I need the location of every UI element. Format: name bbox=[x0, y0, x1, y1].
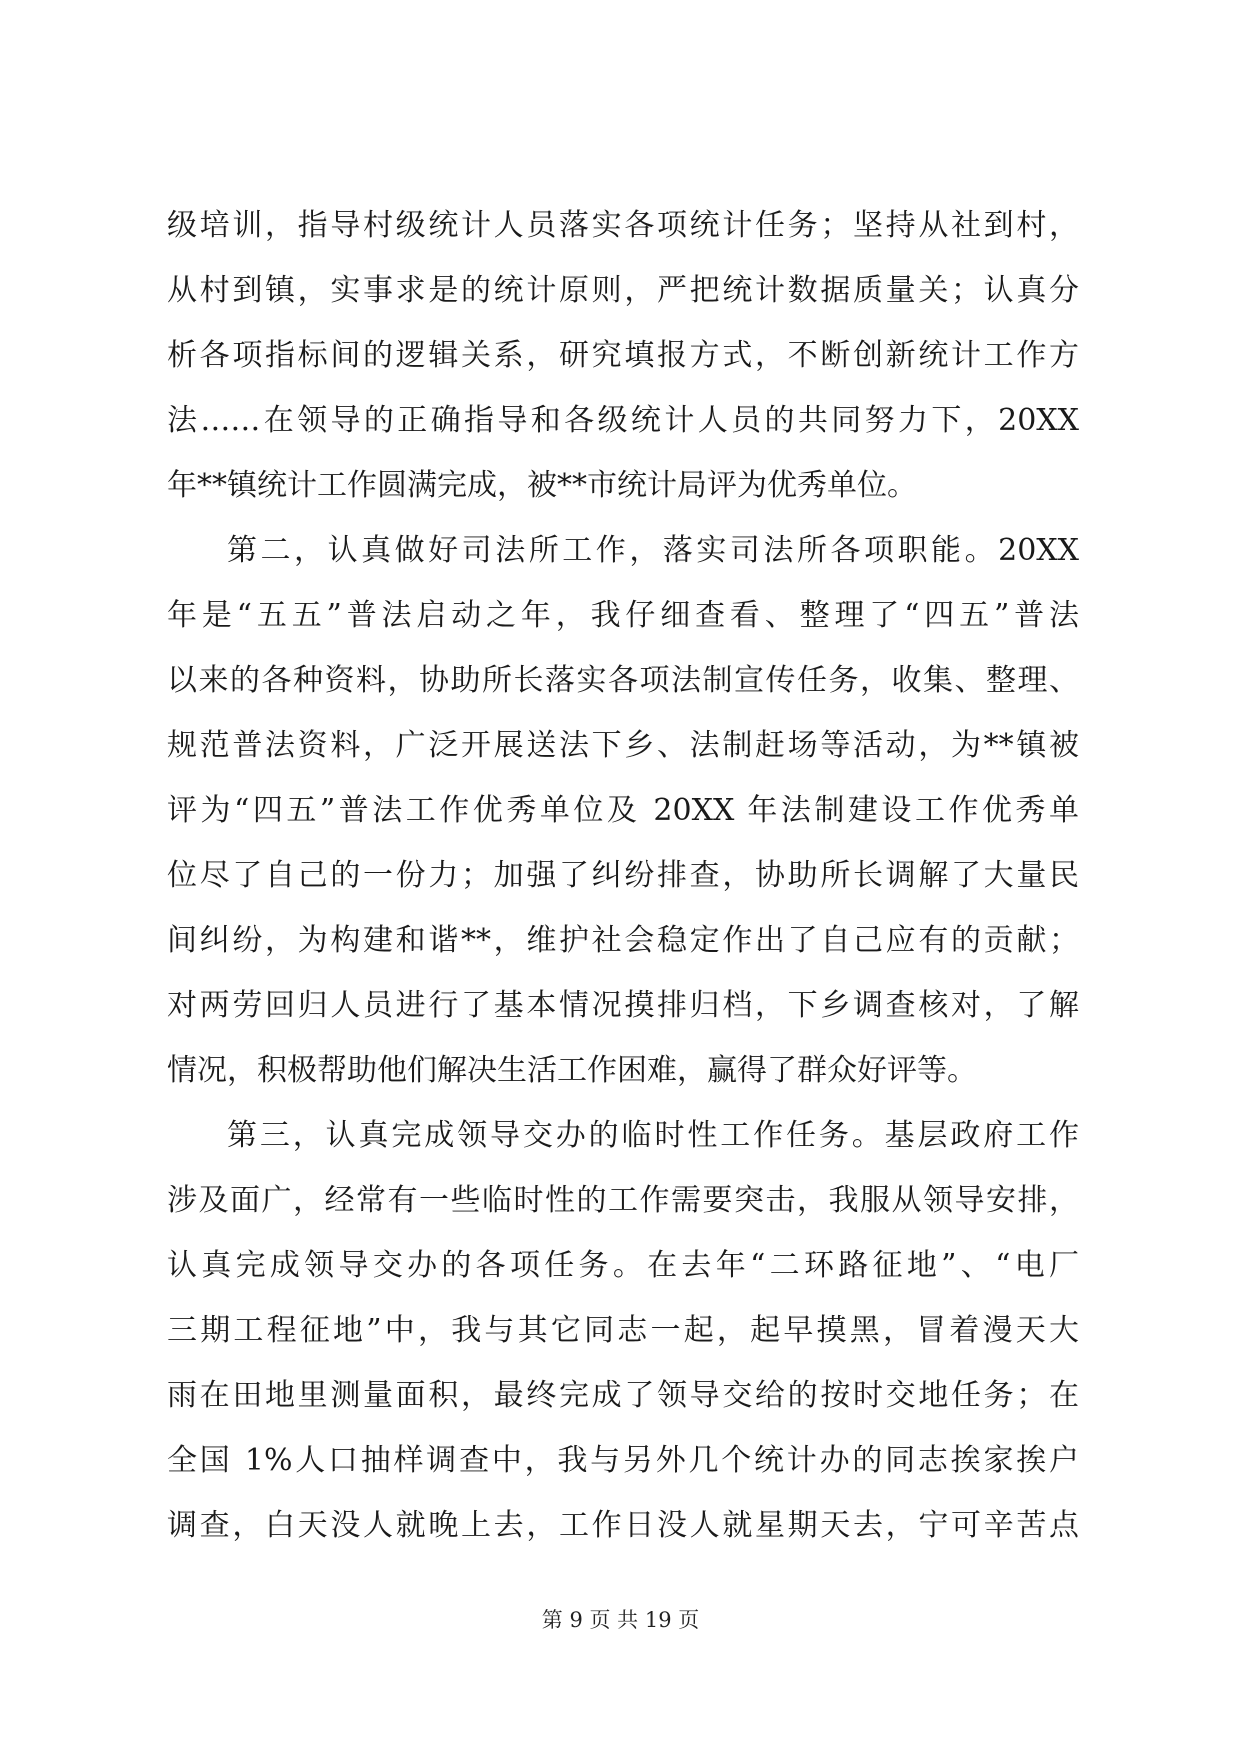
text-line: 级培训，指导村级统计人员落实各项统计任务；坚持从社到村， bbox=[167, 208, 1079, 243]
text-line: 法……在领导的正确指导和各级统计人员的共同努力下，20XX bbox=[167, 403, 1079, 438]
text-line: 对两劳回归人员进行了基本情况摸排归档，下乡调查核对，了解 bbox=[167, 988, 1079, 1023]
text-line: 情况，积极帮助他们解决生活工作困难，赢得了群众好评等。 bbox=[167, 1053, 977, 1088]
document-body bbox=[167, 193, 1079, 1558]
paragraph-continuation bbox=[167, 193, 1079, 518]
text-line: 调查，白天没人就晚上去，工作日没人就星期天去，宁可辛苦点 bbox=[167, 1508, 1079, 1543]
text-line: 规范普法资料，广泛开展送法下乡、法制赶场等活动，为**镇被 bbox=[167, 728, 1079, 763]
text-line: 三期工程征地”中，我与其它同志一起，起早摸黑，冒着漫天大 bbox=[167, 1313, 1079, 1348]
text-line: 雨在田地里测量面积，最终完成了领导交给的按时交地任务；在 bbox=[167, 1378, 1079, 1413]
text-line: 第二，认真做好司法所工作，落实司法所各项职能。20XX bbox=[227, 533, 1079, 568]
text-line: 以来的各种资料，协助所长落实各项法制宣传任务，收集、整理、 bbox=[167, 663, 1079, 698]
paragraph-third bbox=[167, 1103, 1079, 1558]
text-line: 认真完成领导交办的各项任务。在去年“二环路征地”、“电厂 bbox=[167, 1248, 1079, 1283]
paragraph-second bbox=[167, 518, 1079, 1103]
text-line: 全国 1%人口抽样调查中，我与另外几个统计办的同志挨家挨户 bbox=[167, 1443, 1079, 1478]
text-line: 间纠纷，为构建和谐**，维护社会稳定作出了自己应有的贡献； bbox=[167, 923, 1079, 958]
text-line: 评为“四五”普法工作优秀单位及 20XX 年法制建设工作优秀单 bbox=[167, 793, 1079, 828]
text-line: 年是“五五”普法启动之年，我仔细查看、整理了“四五”普法 bbox=[167, 598, 1079, 633]
text-line: 位尽了自己的一份力；加强了纠纷排查，协助所长调解了大量民 bbox=[167, 858, 1079, 893]
text-line: 年**镇统计工作圆满完成，被**市统计局评为优秀单位。 bbox=[167, 468, 917, 503]
text-line: 第三，认真完成领导交办的临时性工作任务。基层政府工作 bbox=[227, 1118, 1079, 1153]
page-number-footer: 第 9 页 共 19 页 bbox=[541, 1608, 700, 1632]
text-line: 从村到镇，实事求是的统计原则，严把统计数据质量关；认真分 bbox=[167, 273, 1079, 308]
text-line: 涉及面广，经常有一些临时性的工作需要突击，我服从领导安排， bbox=[167, 1183, 1079, 1218]
text-line: 析各项指标间的逻辑关系，研究填报方式，不断创新统计工作方 bbox=[167, 338, 1079, 373]
